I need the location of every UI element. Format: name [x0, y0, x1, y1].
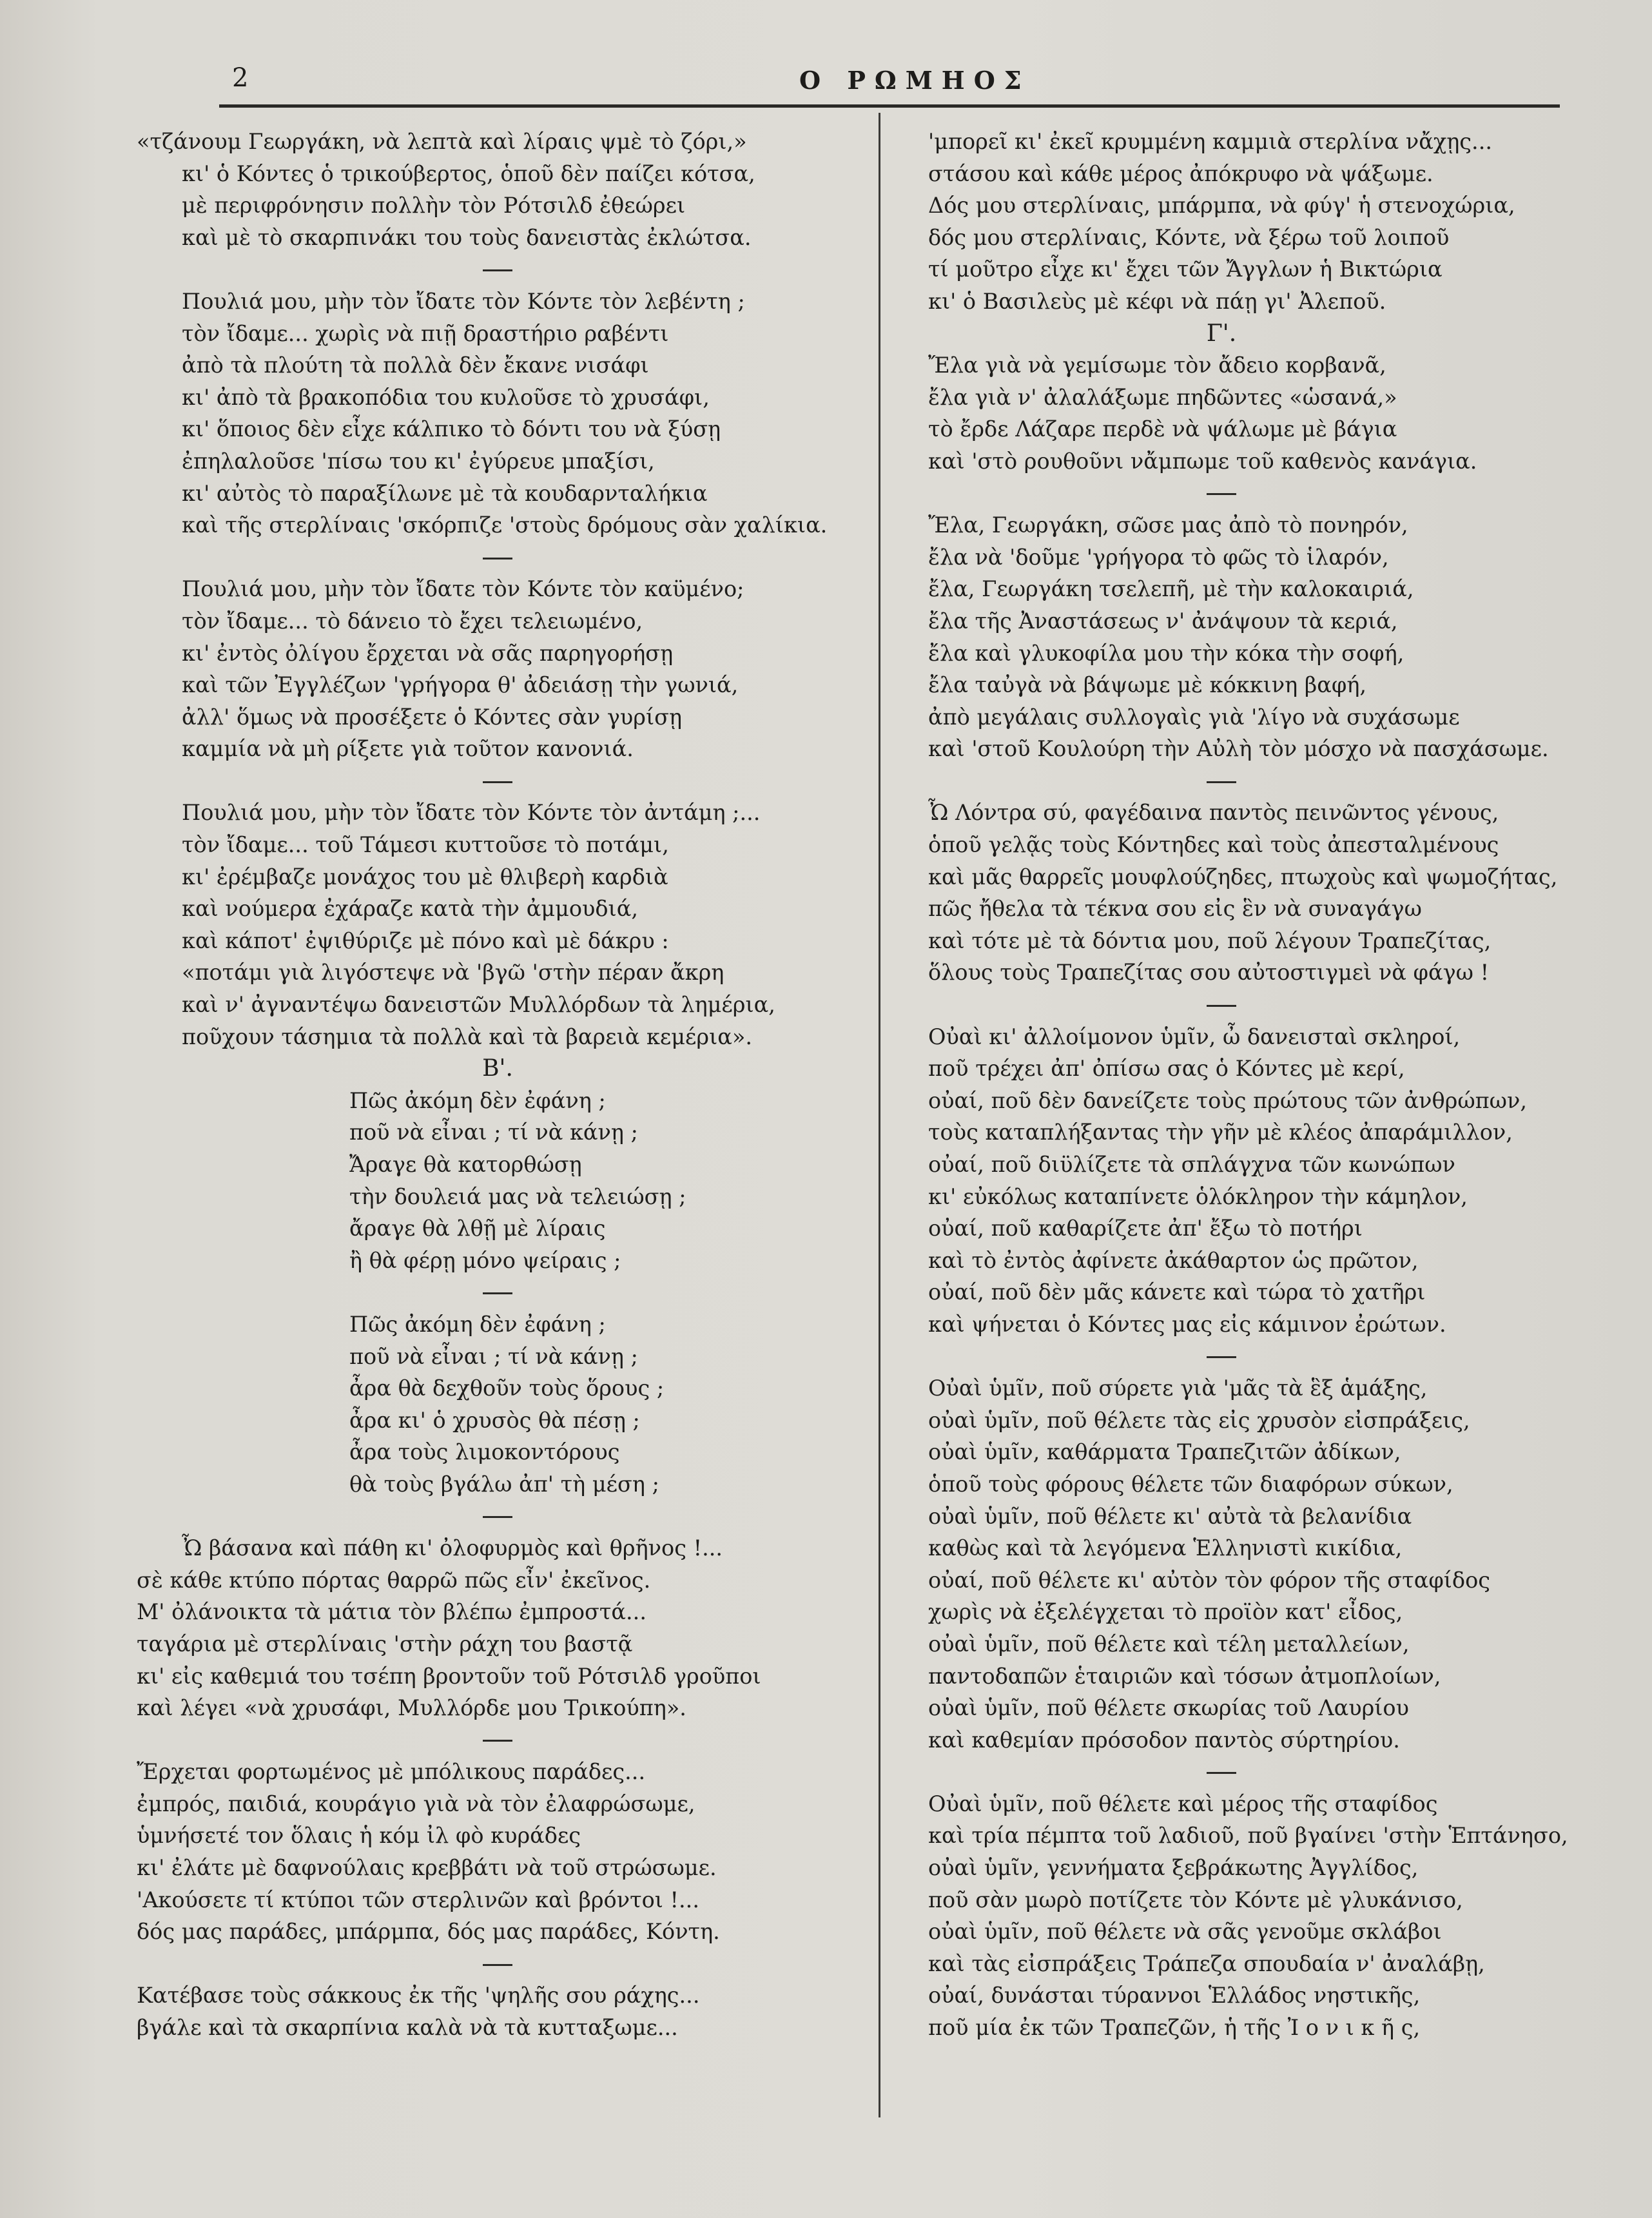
verse-line: ἀλλ' ὅμως νὰ προσέξετε ὁ Κόντες σὰν γυρίσῃ — [182, 704, 683, 730]
verse-line: δός μου στερλίναις, Κόντε, νὰ ξέρω τοῦ λοιποῦ — [928, 224, 1450, 250]
stanza — [883, 797, 1560, 989]
verse-line: Ἔρχεται φορτωμένος μὲ μπόλικους παράδες... — [137, 1759, 646, 1785]
verse-line: ἆρα τοὺς λιμοκοντόρους — [349, 1439, 620, 1465]
verse-line: ἔλα ταὐγὰ νὰ βάψωμε μὲ κόκκινη βαφή, — [928, 672, 1367, 698]
verse-line: κι' ἀπὸ τὰ βρακοπόδια του κυλοῦσε τὸ χρυσάφι, — [182, 384, 710, 410]
verse-line: τὴν δουλειά μας νὰ τελειώσῃ ; — [349, 1183, 686, 1209]
verse-line: Πουλιά μου, μὴν τὸν ἴδατε τὸν Κόντε τὸν λεβέντη ; — [182, 288, 745, 314]
verse-line: τὸν ἴδαμε... τοῦ Τάμεσι κυττοῦσε τὸ ποτάμι, — [182, 832, 669, 858]
section-heading-c: Γ'. — [1206, 320, 1237, 347]
left-column — [137, 126, 859, 2044]
stanza — [883, 1372, 1560, 1756]
verse-line: ποῦ μία ἐκ τῶν Τραπεζῶν, ἡ τῆς Ἰ ο ν ι κ ῆ ς, — [928, 2015, 1421, 2041]
verse-line: θὰ τοὺς βγάλω ἀπ' τὴ μέση ; — [349, 1471, 659, 1497]
verse-line: τὸν ἴδαμε... χωρὶς νὰ πιῇ δραστήριο ραβέντι — [182, 320, 669, 346]
verse-line: ὁποῦ τοὺς φόρους θέλετε τῶν διαφόρων σύκων, — [928, 1471, 1453, 1497]
verse-line: οὐαὶ ὑμῖν, ποῦ θέλετε καὶ τέλη μεταλλείων, — [928, 1631, 1410, 1657]
verse-line: 'μπορεῖ κι' ἐκεῖ κρυμμένη καμμιὰ στερλίνα νἄχῃς... — [928, 129, 1492, 154]
verse-line: οὐαί, ποῦ δὲν μᾶς κάνετε καὶ τώρα τὸ χατῆρι — [928, 1279, 1426, 1305]
separator-dash — [137, 1948, 859, 1980]
verse-line: οὐαί, ποῦ διϋλίζετε τὰ σπλάγχνα τῶν κωνώπων — [928, 1152, 1455, 1177]
verse-line: δός μας παράδες, μπάρμπα, δός μας παράδες, Κόντη. — [137, 1919, 720, 1945]
verse-line: καμμία νὰ μὴ ρίξετε γιὰ τοῦτον κανονιά. — [182, 736, 634, 762]
verse-line: καὶ τὰς εἰσπράξεις Τράπεζα σπουδαία ν' ἀναλάβῃ, — [928, 1950, 1485, 1976]
verse-line: κι' αὐτὸς τὸ παραξίλωνε μὲ τὰ κουδαρνταλήκια — [182, 480, 708, 506]
separator-dash — [883, 989, 1560, 1021]
verse-line: οὐαί, δυνάσται τύραννοι Ἑλλάδος νηστικῆς, — [928, 1983, 1421, 2009]
verse-line: οὐαὶ ὑμῖν, ποῦ θέλετε σκωρίας τοῦ Λαυρίου — [928, 1695, 1409, 1721]
stanza — [137, 1532, 859, 1724]
verse-line: καὶ μᾶς θαρρεῖς μουφλούζηδες, πτωχοὺς καὶ ψωμοζήτας, — [928, 864, 1558, 890]
verse-line: «ποτάμι γιὰ λιγόστεψε νὰ 'βγῶ 'στὴν πέραν ἄκρη — [182, 960, 724, 986]
verse-line: κι' εὐκόλως καταπίνετε ὁλόκληρον τὴν κάμηλον, — [928, 1183, 1468, 1209]
verse-line: κι' ὁ Κόντες ὁ τρικούβερτος, ὁποῦ δὲν παίζει κότσα, — [182, 161, 755, 186]
verse-line: καὶ τῆς στερλίναις 'σκόρπιζε 'στοὺς δρόμους σὰν χαλίκια. — [182, 512, 828, 538]
verse-line: κι' ἐλάτε μὲ δαφνούλαις κρεββάτι νὰ τοῦ στρώσωμε. — [137, 1855, 717, 1881]
verse-line: κι' ἐντὸς ὀλίγου ἔρχεται νὰ σᾶς παρηγορήσῃ — [182, 640, 674, 666]
verse-line: στάσου καὶ κάθε μέρος ἀπόκρυφο νὰ ψάξωμε. — [928, 161, 1433, 186]
verse-line: οὐαί, ποῦ καθαρίζετε ἀπ' ἔξω τὸ ποτήρι — [928, 1216, 1363, 1241]
verse-line: καὶ μὲ τὸ σκαρπινάκι του τοὺς δανειστὰς ἐκλώτσα. — [182, 224, 752, 250]
verse-line: 'Ακούσετε τί κτύποι τῶν στερλινῶν καὶ βρόντοι !... — [137, 1887, 699, 1912]
verse-line: ἢ θὰ φέρῃ μόνο ψείραις ; — [349, 1247, 621, 1273]
separator-dash — [883, 1341, 1560, 1373]
verse-line: καὶ λέγει «νὰ χρυσάφι, Μυλλόρδε μου Τρικούπη». — [137, 1695, 686, 1721]
stanza — [137, 1980, 859, 2043]
verse-line: ἔλα, Γεωργάκη τσελεπῆ, μὲ τὴν καλοκαιριά, — [928, 576, 1414, 602]
verse-line: οὐαί, ποῦ θέλετε κι' αὐτὸν τὸν φόρον τῆς σταφίδος — [928, 1567, 1491, 1593]
verse-line: ἔλα καὶ γλυκοφίλα μου τὴν κόκα τὴν σοφή, — [928, 640, 1404, 666]
verse-line: ἔλα νὰ 'δοῦμε 'γρήγορα τὸ φῶς τὸ ἱλαρόν, — [928, 544, 1389, 570]
verse-line: τοὺς καταπλήξαντας τὴν γῆν μὲ κλέος ἀπαράμιλλον, — [928, 1120, 1513, 1145]
verse-line: ἀπὸ τὰ πλούτη τὰ πολλὰ δὲν ἔκανε νισάφι — [182, 353, 649, 378]
verse-line: τί μοῦτρο εἶχε κι' ἔχει τῶν Ἄγγλων ἡ Βικτώρια — [928, 257, 1443, 282]
separator-dash — [883, 765, 1560, 797]
verse-line: κι' ἐρέμβαζε μονάχος του μὲ θλιβερὴ καρδιὰ — [182, 864, 668, 890]
stanza — [137, 126, 859, 253]
page-number: 2 — [232, 63, 249, 93]
verse-line: ποῦ σὰν μωρὸ ποτίζετε τὸν Κόντε μὲ γλυκάνισο, — [928, 1887, 1463, 1912]
separator-dash — [137, 541, 859, 574]
verse-line: ἆρα κι' ὁ χρυσὸς θὰ πέσῃ ; — [349, 1407, 640, 1433]
verse-line: ἔλα γιὰ ν' ἀλαλάξωμε πηδῶντες «ὡσανά,» — [928, 384, 1397, 410]
verse-line: οὐαί, ποῦ δὲν δανείζετε τοὺς πρώτους τῶν ἀνθρώπων, — [928, 1087, 1528, 1113]
separator-dash — [137, 253, 859, 286]
verse-line: καὶ ψήνεται ὁ Κόντες μας εἰς κάμινον ἐρώτων. — [928, 1311, 1446, 1337]
verse-line: Ὦ βάσανα καὶ πάθη κι' ὀλοφυρμὸς καὶ θρῆνος !... — [182, 1535, 723, 1561]
verse-line: ἔλα τῆς Ἀναστάσεως ν' ἀνάψουν τὰ κεριά, — [928, 608, 1398, 634]
verse-line: Πῶς ἀκόμη δὲν ἐφάνη ; — [349, 1311, 606, 1337]
stanza — [137, 1308, 859, 1501]
verse-line: ἀπὸ μεγάλαις συλλογαὶς γιὰ 'λίγο νὰ συχάσωμε — [928, 704, 1460, 730]
verse-line: Δός μου στερλίναις, μπάρμπα, νὰ φύγ' ἡ στενοχώρια, — [928, 193, 1515, 219]
verse-line: ἄραγε θὰ λθῇ μὲ λίραις — [349, 1216, 606, 1241]
verse-line: καὶ τὸ ἐντὸς ἀφίνετε ἀκάθαρτον ὡς πρῶτον, — [928, 1247, 1419, 1273]
stanza — [883, 509, 1560, 765]
verse-line: καθὼς καὶ τὰ λεγόμενα Ἑλληνιστὶ κικίδια, — [928, 1535, 1403, 1561]
right-column — [883, 126, 1568, 2044]
column-divider — [879, 113, 880, 2117]
separator-dash — [883, 1756, 1560, 1788]
verse-line: ποῦ νὰ εἶναι ; τί νὰ κάνῃ ; — [349, 1120, 638, 1145]
verse-line: κι' εἰς καθεμιά του τσέπη βροντοῦν τοῦ Ρότσιλδ γροῦποι — [137, 1663, 761, 1689]
verse-line: ὑμνήσετέ τον ὅλαις ἡ κόμ ἰλ φὸ κυράδες — [137, 1823, 581, 1849]
verse-line: ποῦ νὰ εἶναι ; τί νὰ κάνῃ ; — [349, 1343, 638, 1369]
header-rule — [219, 104, 1560, 108]
verse-line: ταγάρια μὲ στερλίναις 'στὴν ράχη του βαστᾷ — [137, 1631, 633, 1657]
verse-line: Οὐαὶ κι' ἀλλοίμονον ὑμῖν, ὦ δανεισταὶ σκληροί, — [928, 1024, 1461, 1049]
verse-line: Ἔλα γιὰ νὰ γεμίσωμε τὸν ἄδειο κορβανᾶ, — [928, 353, 1386, 378]
stanza — [137, 1756, 859, 1948]
verse-line: κι' ὁ Βασιλεὺς μὲ κέφι νὰ πάῃ γι' Ἀλεποῦ. — [928, 288, 1386, 314]
verse-line: Ἄραγε θὰ κατορθώσῃ — [349, 1152, 582, 1177]
separator-dash — [137, 1276, 859, 1308]
verse-line: βγάλε καὶ τὰ σκαρπίνια καλὰ νὰ τὰ κυτταξωμε... — [137, 2015, 678, 2041]
verse-line: κι' ὅποιος δὲν εἶχε κάλπικο τὸ δόντι του νὰ ξύσῃ — [182, 416, 721, 442]
verse-line: παντοδαπῶν ἑταιριῶν καὶ τόσων ἀτμοπλοίων, — [928, 1663, 1441, 1689]
verse-line: καὶ τρία πέμπτα τοῦ λαδιοῦ, ποῦ βγαίνει 'στὴν Ἑπτάνησο, — [928, 1823, 1568, 1849]
verse-line: καὶ νούμερα ἐχάραζε κατὰ τὴν ἀμμουδιά, — [182, 896, 638, 922]
section-heading-b: Β'. — [482, 1055, 513, 1082]
stanza — [137, 286, 859, 541]
verse-line: ἆρα θὰ δεχθοῦν τοὺς ὅρους ; — [349, 1376, 665, 1401]
verse-line: οὐαὶ ὑμῖν, ποῦ θέλετε νὰ σᾶς γενοῦμε σκλάβοι — [928, 1919, 1442, 1945]
stanza — [883, 1021, 1560, 1341]
verse-line: καὶ κάποτ' ἐψιθύριζε μὲ πόνο καὶ μὲ δάκρυ : — [182, 928, 669, 953]
verse-line: Ἔλα, Γεωργάκη, σῶσε μας ἀπὸ τὸ πονηρόν, — [928, 512, 1408, 538]
verse-line: καὶ καθεμίαν πρόσοδον παντὸς σύρτηρίου. — [928, 1727, 1400, 1753]
verse-line: ὅλους τοὺς Τραπεζίτας σου αὐτοστιγμεὶ νὰ φάγω ! — [928, 960, 1490, 986]
verse-line: Πῶς ἀκόμη δὲν ἐφάνη ; — [349, 1087, 606, 1113]
verse-line: Πουλιά μου, μὴν τὸν ἴδατε τὸν Κόντε τὸν ἀντάμη ;... — [182, 800, 761, 826]
stanza — [883, 126, 1560, 318]
verse-line: ποῦ τρέχει ἀπ' ὀπίσω σας ὁ Κόντες μὲ κερί, — [928, 1056, 1405, 1082]
verse-line: καὶ τότε μὲ τὰ δόντια μου, ποῦ λέγουν Τραπεζίτας, — [928, 928, 1492, 953]
verse-line: καὶ τῶν Ἐγγλέζων 'γρήγορα θ' ἀδειάσῃ τὴν γωνιά, — [182, 672, 739, 698]
verse-line: καὶ ν' ἀγναντέψω δανειστῶν Μυλλόρδων τὰ λημέρια, — [182, 992, 775, 1018]
verse-line: ὁποῦ γελᾷς τοὺς Κόντηδες καὶ τοὺς ἀπεσταλμένους — [928, 832, 1499, 858]
page-header — [219, 63, 1560, 95]
verse-line: Οὐαὶ ὑμῖν, ποῦ θέλετε καὶ μέρος τῆς σταφίδος — [928, 1791, 1438, 1816]
stanza — [137, 573, 859, 765]
verse-line: καὶ 'στοῦ Κουλούρη τὴν Αὐλὴ τὸν μόσχο νὰ πασχάσωμε. — [928, 736, 1549, 762]
verse-line: καὶ 'στὸ ρουθοῦνι νἄμπωμε τοῦ καθενὸς κανάγια. — [928, 448, 1477, 474]
verse-line: οὐαὶ ὑμῖν, ποῦ θέλετε τὰς εἰς χρυσὸν εἰσπράξεις, — [928, 1407, 1470, 1433]
verse-line: οὐαὶ ὑμῖν, καθάρματα Τραπεζιτῶν ἀδίκων, — [928, 1439, 1401, 1465]
verse-line: οὐαὶ ὑμῖν, ποῦ θέλετε κι' αὐτὰ τὰ βελανίδια — [928, 1503, 1412, 1529]
verse-line: Ὦ Λόντρα σύ, φαγέδαινα παντὸς πεινῶντος γένους, — [928, 800, 1499, 826]
stanza — [883, 1788, 1568, 2044]
separator-dash — [137, 765, 859, 797]
separator-dash — [137, 1501, 859, 1533]
verse-line: «τζάνουμ Γεωργάκη, νὰ λεπτὰ καὶ λίραις ψμὲ τὸ ζόρι,» — [137, 129, 747, 154]
newspaper-title: Ο ΡΩΜΗΟΣ — [799, 66, 1031, 95]
verse-line: Οὐαὶ ὑμῖν, ποῦ σύρετε γιὰ 'μᾶς τὰ ἓξ ἁμάξης, — [928, 1376, 1428, 1401]
verse-line: ἐπηλαλοῦσε 'πίσω του κι' ἐγύρευε μπαξίσι, — [182, 448, 655, 474]
stanza — [137, 797, 859, 1053]
verse-line: ποῦχουν τάσημια τὰ πολλὰ καὶ τὰ βαρειὰ κεμέρια». — [182, 1024, 753, 1049]
separator-dash — [883, 478, 1560, 510]
verse-line: Κατέβασε τοὺς σάκκους ἐκ τῆς 'ψηλῆς σου ράχης... — [137, 1983, 700, 2009]
verse-line: οὐαὶ ὑμῖν, γεννήματα ξεβράκωτης Ἀγγλίδος, — [928, 1855, 1419, 1881]
verse-line: πῶς ἤθελα τὰ τέκνα σου εἰς ἓν νὰ συναγάγω — [928, 896, 1422, 922]
verse-line: χωρὶς νὰ ἐξελέγχεται τὸ προϊὸν κατ' εἶδος, — [928, 1599, 1403, 1625]
stanza — [883, 349, 1560, 477]
verse-line: μὲ περιφρόνησιν πολλὴν τὸν Ρότσιλδ ἐθεώρει — [182, 193, 686, 219]
verse-line: ἐμπρός, παιδιά, κουράγιο γιὰ νὰ τὸν ἐλαφρώσωμε, — [137, 1791, 695, 1816]
stanza — [137, 1085, 859, 1277]
verse-line: τὸν ἴδαμε... τὸ δάνειο τὸ ἔχει τελειωμένο, — [182, 608, 643, 634]
verse-line: σὲ κάθε κτύπο πόρτας θαρρῶ πῶς εἶν' ἐκεῖνος. — [137, 1567, 651, 1593]
verse-line: Μ' ὀλάνοικτα τὰ μάτια τὸν βλέπω ἐμπροστά... — [137, 1599, 646, 1625]
verse-line: Πουλιά μου, μὴν τὸν ἴδατε τὸν Κόντε τὸν καϋμένο; — [182, 576, 744, 602]
verse-line: τὸ ἔρδε Λάζαρε περδὲ νὰ ψάλωμε μὲ βάγια — [928, 416, 1397, 442]
separator-dash — [137, 1724, 859, 1756]
